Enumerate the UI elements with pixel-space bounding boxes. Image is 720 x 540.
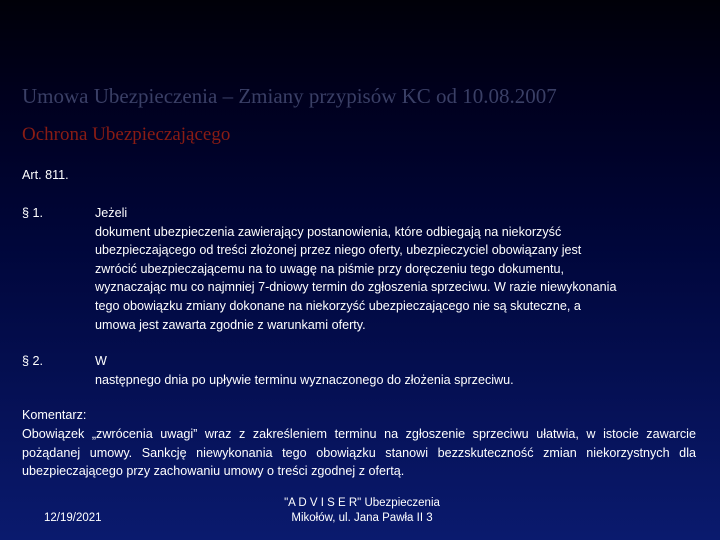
article-number: Art. 811. — [22, 168, 69, 182]
footer-info — [262, 496, 462, 526]
footer-date: 12/19/2021 — [44, 512, 102, 524]
paragraph-1-number: § 1. — [22, 206, 44, 220]
paragraph-1-text: Jeżeli dokument ubezpieczenia zawierający postanowienia, które odbiegają na niekorzyść ubezpieczającego od treści złożonej przez niego oferty, ubezpieczyciel obowiązany jest zwrócić ubezpieczającemu na to uwagę na piśmie przy doręczeniu tego dokumentu, wyznaczając mu co najmniej 7-dniowy termin do zgłoszenia sprzeciwu. W razie niewykonania tego obowiązku zmiany dokonane na niekorzyść ubezpieczającego nie są skuteczne, a umowa jest zawarta zgodnie z warunkami oferty. — [95, 206, 617, 332]
comment-label: Komentarz: — [22, 408, 87, 422]
footer-address: Mikołów, ul. Jana Pawła II 3 — [291, 512, 433, 524]
slide-subtitle: Ochrona Ubezpieczającego — [22, 124, 231, 145]
paragraph-2-number: § 2. — [22, 354, 44, 368]
paragraph-2-text: W następnego dnia po upływie terminu wyznaczonego do złożenia sprzeciwu. — [95, 354, 514, 387]
slide-title: Umowa Ubezpieczenia – Zmiany przypisów KC od 10.08.2007 — [22, 84, 557, 108]
comment-text: Obowiązek „zwrócenia uwagi” wraz z zakreśleniem terminu na zgłoszenie sprzeciwu ułatwia, w istocie zawarcie pożądanej umowy. Sankcję niewykonania tego obowiązku stanowi bezzskuteczność zmian niekorzystnych dla ubezpieczającego przy zachowaniu umowy o treści zgodnej z ofertą. — [22, 427, 696, 479]
footer-company: "A D V I S E R" Ubezpieczenia — [284, 497, 440, 509]
